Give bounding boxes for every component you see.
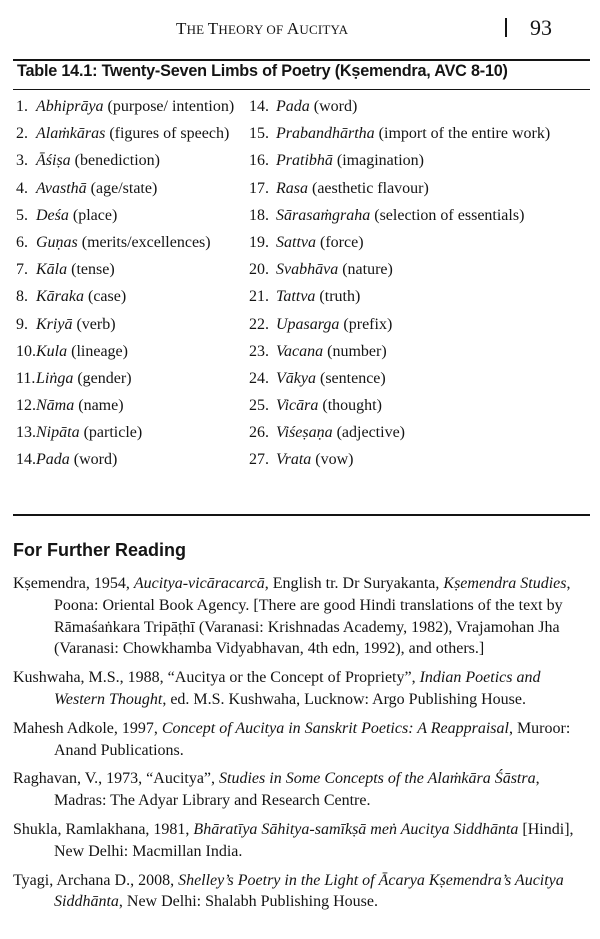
limb-item: [249, 314, 589, 336]
limb-number: 26.: [249, 424, 269, 442]
reference-title: Shelley’s Poetry in the Light of Ācarya Kṣemendra’s Aucitya Siddhānta: [54, 871, 564, 911]
reference-author: Kushwaha, M.S., 1988, “Aucitya or the Concept of Propriety”,: [13, 669, 420, 687]
limb-item: [16, 314, 244, 336]
limb-term: Prabandhārtha: [276, 125, 375, 143]
limb-number: 22.: [249, 315, 269, 333]
limb-item: [16, 341, 244, 363]
limb-item: [16, 422, 244, 444]
running-head-part: HE: [186, 22, 208, 37]
limb-term: Svabhāva: [276, 261, 339, 279]
limb-gloss: (age/state): [86, 179, 158, 197]
limb-gloss: (selection of essentials): [370, 206, 525, 224]
limb-item: [249, 232, 589, 254]
limb-number: 17.: [249, 179, 269, 197]
limb-term: Pada: [276, 98, 310, 115]
reference-details: , ed. M.S. Kushwaha, Lucknow: Argo Publishing House.: [162, 690, 527, 708]
limb-item: [16, 205, 244, 227]
limb-number: 21.: [249, 288, 269, 306]
limb-term: Sattva: [276, 233, 316, 251]
limb-number: 7.: [16, 261, 28, 279]
limb-number: 6.: [16, 233, 28, 251]
limb-gloss: (word): [69, 451, 118, 469]
limb-number: 13.: [16, 424, 36, 442]
limb-item: [249, 368, 589, 390]
limb-item: [249, 395, 589, 417]
limb-item: [16, 259, 244, 281]
limbs-left-column: [16, 96, 244, 477]
limb-gloss: (gender): [73, 369, 132, 387]
limb-term: Vākya: [276, 369, 316, 387]
reference-details: , Muroor: Anand Publications.: [54, 719, 571, 759]
table-caption: Table 14.1: Twenty-Seven Limbs of Poetry (Kṣemendra, AVC 8-10): [17, 62, 508, 80]
limb-number: 27.: [249, 451, 269, 469]
limb-term: Tattva: [276, 288, 316, 306]
limb-term: Kriyā: [36, 315, 73, 333]
limb-number: 18.: [249, 206, 269, 224]
limb-gloss: (import of the entire work): [374, 125, 551, 143]
limb-number: 12.: [16, 397, 36, 415]
limb-term: Viśeṣaṇa: [276, 424, 333, 442]
reference-details: , New Delhi: Shalabh Publishing House.: [118, 893, 378, 911]
limb-item: [16, 395, 244, 417]
limb-item: [249, 178, 589, 200]
running-head: [176, 19, 348, 39]
reference-author: Mahesh Adkole, 1997,: [13, 719, 162, 737]
reference-author: Kṣemendra, 1954,: [13, 575, 134, 592]
limb-number: 11.: [16, 369, 36, 387]
running-head-part: HEORY OF: [218, 22, 287, 37]
limb-item: [16, 449, 244, 471]
limb-number: 9.: [16, 315, 28, 333]
limb-term: Kāraka: [36, 288, 84, 306]
limb-gloss: (sentence): [315, 369, 386, 387]
running-head-letter: A: [286, 19, 300, 38]
limb-item: [16, 178, 244, 200]
limb-number: 4.: [16, 179, 28, 197]
reference-title: Bhāratīya Sāhitya-samīkṣā meṅ Aucitya Siddhānta: [193, 820, 519, 838]
reference-title: Studies in Some Concepts of the Alaṁkāra Śāstra: [219, 770, 536, 788]
limb-number: 14.: [249, 98, 269, 115]
limb-term: Nipāta: [36, 424, 80, 442]
running-head-letter: T: [176, 19, 187, 38]
limb-gloss: (verb): [72, 315, 116, 333]
reference-title: Kṣemendra Studies: [443, 575, 567, 592]
further-reading-list: [13, 573, 590, 920]
running-head-letter: T: [207, 19, 219, 38]
limb-item: [16, 286, 244, 308]
reference-entry: [13, 573, 590, 660]
limb-term: Deśa: [36, 206, 69, 224]
reference-title: Indian Poetics and Western Thought: [54, 669, 541, 708]
limb-term: Vrata: [276, 451, 312, 469]
page-number-separator: [505, 18, 507, 37]
limb-gloss: (word): [309, 98, 358, 115]
limb-gloss: (force): [316, 233, 364, 251]
limb-term: Āśiṣa: [36, 152, 71, 170]
limbs-right-column: [249, 96, 589, 477]
limb-gloss: (imagination): [332, 152, 424, 170]
reference-entry: [13, 819, 590, 863]
limb-term: Pratibhā: [276, 152, 333, 170]
limb-item: [249, 123, 589, 145]
limb-gloss: (merits/excellences): [77, 233, 211, 251]
limb-gloss: (particle): [79, 424, 143, 442]
further-reading-heading: For Further Reading: [13, 540, 187, 560]
limb-item: [249, 150, 589, 172]
limb-gloss: (prefix): [339, 315, 393, 333]
limb-number: 14.: [16, 451, 36, 469]
limb-number: 23.: [249, 342, 269, 360]
reference-author: Shukla, Ramlakhana, 1981,: [13, 820, 194, 838]
limb-item: [249, 422, 589, 444]
limb-number: 16.: [249, 152, 269, 170]
limb-number: 3.: [16, 152, 28, 170]
limb-gloss: (lineage): [67, 342, 128, 360]
limb-item: [16, 368, 244, 390]
limb-gloss: (thought): [318, 397, 382, 415]
limb-term: Abhiprāya: [36, 98, 104, 115]
limb-term: Avasthā: [36, 179, 87, 197]
limb-term: Liṅga: [36, 369, 74, 387]
limb-term: Vacana: [276, 342, 324, 360]
limb-term: Upasarga: [276, 315, 340, 333]
limb-item: [249, 286, 589, 308]
limb-gloss: (aesthetic flavour): [308, 179, 429, 197]
limb-gloss: (case): [84, 288, 127, 306]
limb-term: Guṇas: [36, 233, 78, 251]
limb-number: 19.: [249, 233, 269, 251]
limb-number: 25.: [249, 397, 269, 415]
limb-item: [249, 449, 589, 471]
table-header-rule: [13, 89, 590, 90]
limb-term: Sārasaṁgraha: [276, 206, 371, 224]
limb-gloss: (tense): [67, 261, 115, 279]
reference-details: , Madras: The Adyar Library and Research Centre.: [54, 770, 540, 810]
running-head-part: UCITYA: [299, 22, 349, 37]
limb-gloss: (purpose/ intention): [103, 98, 235, 115]
limb-number: 24.: [249, 369, 269, 387]
limb-number: 10.: [16, 342, 36, 360]
reference-entry: [13, 667, 590, 711]
limb-gloss: (truth): [315, 288, 361, 306]
reference-entry: [13, 870, 590, 914]
limb-gloss: (vow): [311, 451, 354, 469]
limb-gloss: (figures of speech): [105, 125, 230, 143]
reference-entry: [13, 718, 590, 762]
reference-title: Concept of Aucitya in Sanskrit Poetics: A Reappraisal: [161, 719, 509, 737]
limb-number: 2.: [16, 125, 28, 143]
limb-term: Nāma: [36, 397, 75, 415]
limb-number: 8.: [16, 288, 28, 306]
limb-gloss: (nature): [338, 261, 393, 279]
page-number: 93: [530, 15, 552, 40]
limb-item: [249, 341, 589, 363]
limb-term: Alaṁkāras: [36, 125, 106, 143]
limb-term: Pada: [36, 451, 70, 469]
limb-term: Kula: [36, 342, 68, 360]
limb-term: Kāla: [36, 261, 68, 279]
limb-item: [249, 205, 589, 227]
reference-entry: [13, 768, 590, 812]
limb-gloss: (number): [323, 342, 387, 360]
limb-number: 5.: [16, 206, 28, 224]
table-top-rule: [13, 59, 590, 61]
limb-item: [16, 96, 244, 118]
reference-details: [Hindi], New Delhi: Macmillan India.: [54, 820, 574, 860]
reference-details: , English tr. Dr Suryakanta,: [264, 575, 444, 592]
limb-item: [249, 96, 589, 118]
limb-item: [16, 123, 244, 145]
reference-details: , Poona: Oriental Book Agency. [There are good Hindi translations of the text by Rāmaśaṅkara Tripāṭhī (Varanasi: Krishnadas Academy, 1982), Vrajamohan Jha (Varanasi: Chowkhamba Vidyabhavan, 4th edn, 1992), and others.]: [54, 575, 571, 658]
limb-gloss: (place): [68, 206, 118, 224]
limb-number: 1.: [16, 98, 28, 115]
table-bottom-rule: [13, 514, 590, 516]
reference-title: Aucitya-vicāracarcā: [133, 575, 265, 592]
limb-item: [16, 150, 244, 172]
limb-item: [16, 232, 244, 254]
reference-author: Raghavan, V., 1973, “Aucitya”,: [13, 770, 220, 788]
limb-number: 20.: [249, 261, 269, 279]
limb-term: Vicāra: [276, 397, 319, 415]
limb-gloss: (adjective): [332, 424, 405, 442]
limb-term: Rasa: [276, 179, 308, 197]
reference-author: Tyagi, Archana D., 2008,: [13, 871, 179, 889]
limb-item: [249, 259, 589, 281]
limb-gloss: (name): [74, 397, 124, 415]
limb-number: 15.: [249, 125, 269, 143]
limb-gloss: (benediction): [70, 152, 160, 170]
